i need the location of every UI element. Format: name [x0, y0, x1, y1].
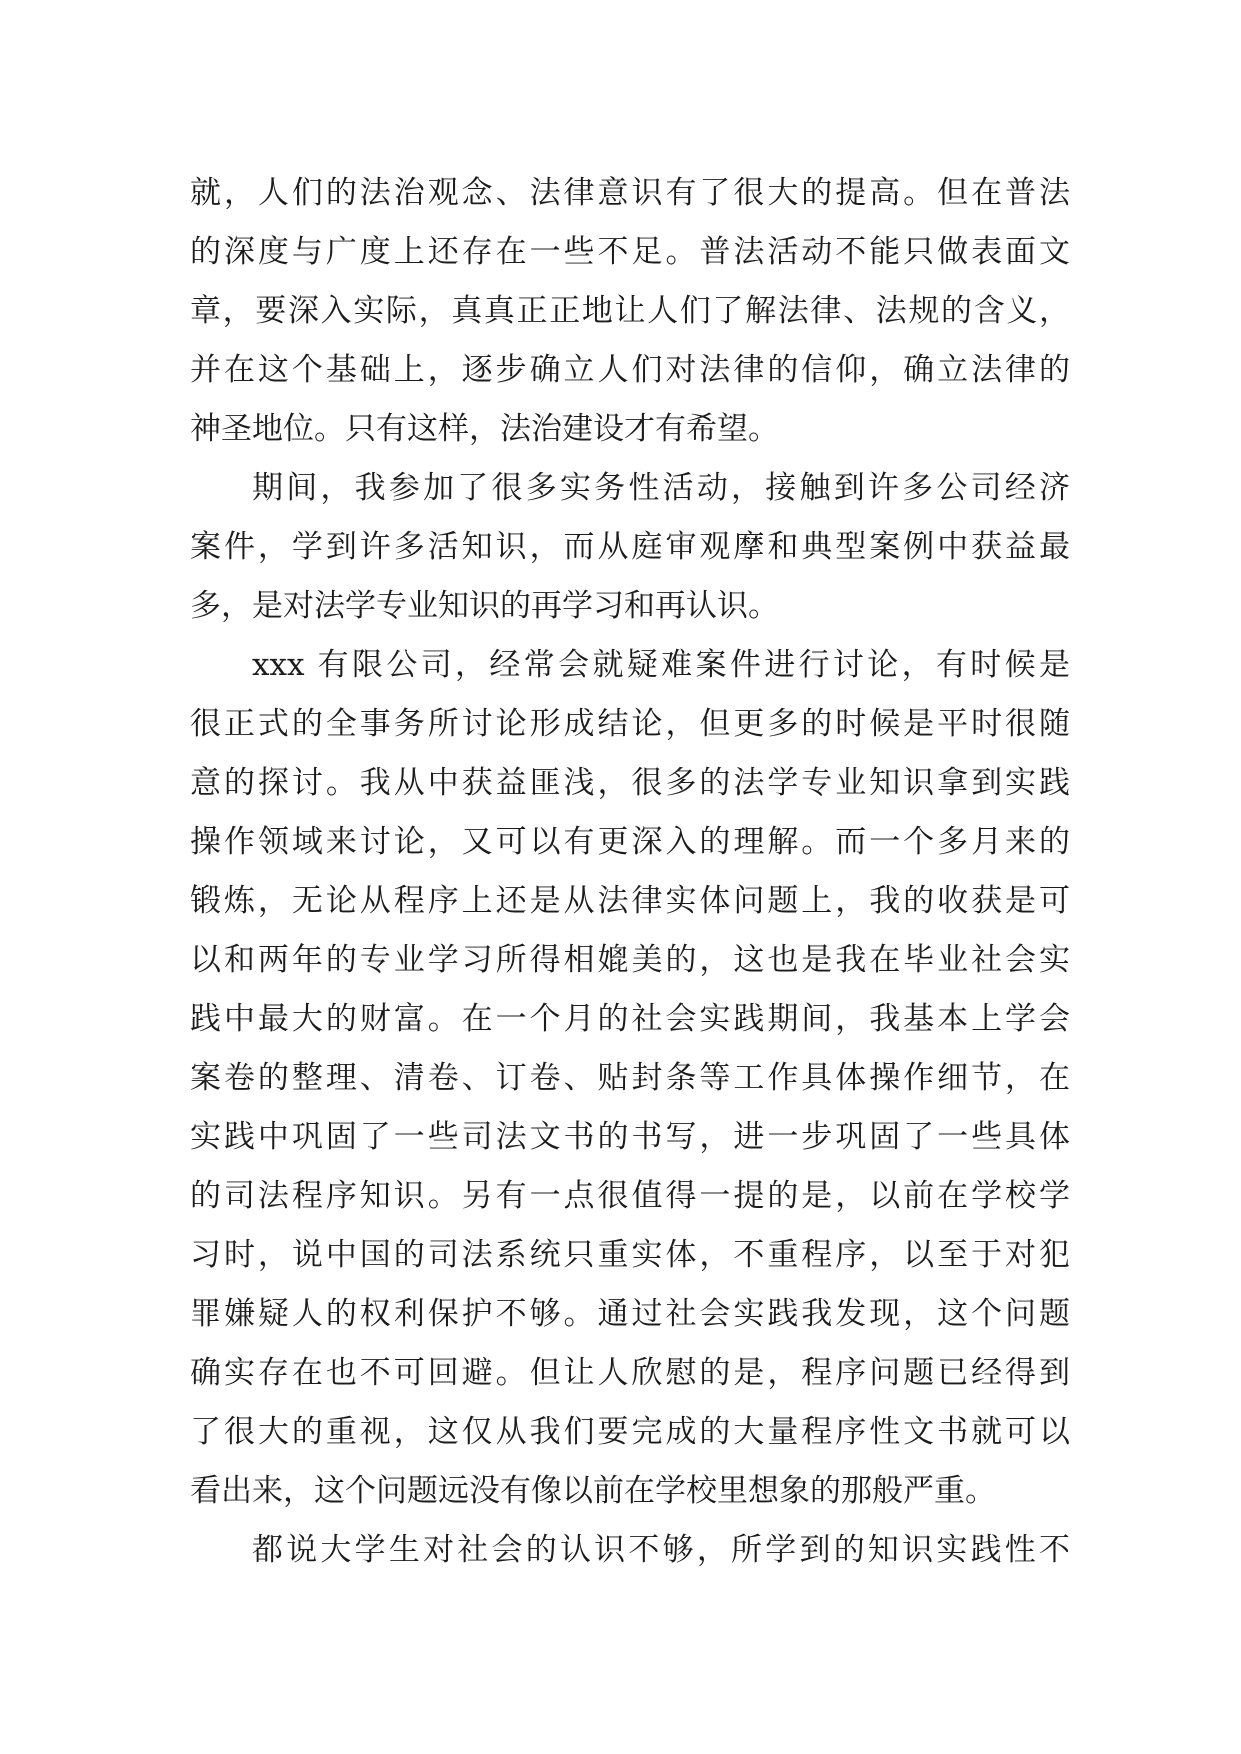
- paragraph: [190, 1521, 1070, 1580]
- text-line: 案件，学到许多活知识，而从庭审观摩和典型案例中获益最: [190, 529, 1070, 565]
- text-line: 意的探讨。我从中获益匪浅，很多的法学专业知识拿到实践: [190, 765, 1070, 801]
- text-line: 以和两年的专业学习所得相媲美的，这也是我在毕业社会实: [190, 942, 1070, 978]
- text-line: 确实存在也不可回避。但让人欣慰的是，程序问题已经得到: [190, 1355, 1070, 1391]
- text-line: 就，人们的法治观念、法律意识有了很大的提高。但在普法: [190, 175, 1070, 211]
- text-line: 的司法程序知识。另有一点很值得一提的是，以前在学校学: [190, 1178, 1070, 1214]
- text-line: 操作领域来讨论，又可以有更深入的理解。而一个多月来的: [190, 824, 1070, 860]
- text-line: xxx 有限公司，经常会就疑难案件进行讨论，有时候是: [252, 647, 1070, 683]
- text-line: 都说大学生对社会的认识不够，所学到的知识实践性不: [252, 1532, 1070, 1568]
- body-text: [190, 164, 1070, 1580]
- text-line: 践中最大的财富。在一个月的社会实践期间，我基本上学会: [190, 1001, 1070, 1037]
- text-line: 看出来，这个问题远没有像以前在学校里想象的那般严重。: [190, 1473, 996, 1509]
- text-line: 实践中巩固了一些司法文书的书写，进一步巩固了一些具体: [190, 1119, 1070, 1155]
- text-line: 很正式的全事务所讨论形成结论，但更多的时候是平时很随: [190, 706, 1070, 742]
- text-line: 期间，我参加了很多实务性活动，接触到许多公司经济: [252, 470, 1070, 506]
- text-line: 罪嫌疑人的权利保护不够。通过社会实践我发现，这个问题: [190, 1296, 1070, 1332]
- paragraph: [190, 164, 1070, 459]
- paragraph: [190, 459, 1070, 636]
- text-line: 多，是对法学专业知识的再学习和再认识。: [190, 588, 779, 624]
- text-line: 章，要深入实际，真真正正地让人们了解法律、法规的含义，: [190, 293, 1070, 329]
- text-line: 锻炼，无论从程序上还是从法律实体问题上，我的收获是可: [190, 883, 1070, 919]
- text-line: 并在这个基础上，逐步确立人们对法律的信仰，确立法律的: [190, 352, 1070, 388]
- text-line: 习时，说中国的司法系统只重实体，不重程序，以至于对犯: [190, 1237, 1070, 1273]
- text-line: 了很大的重视，这仅从我们要完成的大量程序性文书就可以: [190, 1414, 1070, 1450]
- text-line: 的深度与广度上还存在一些不足。普法活动不能只做表面文: [190, 234, 1070, 270]
- text-line: 案卷的整理、清卷、订卷、贴封条等工作具体操作细节，在: [190, 1060, 1070, 1096]
- paragraph: [190, 636, 1070, 1521]
- text-line: 神圣地位。只有这样，法治建设才有希望。: [190, 411, 779, 447]
